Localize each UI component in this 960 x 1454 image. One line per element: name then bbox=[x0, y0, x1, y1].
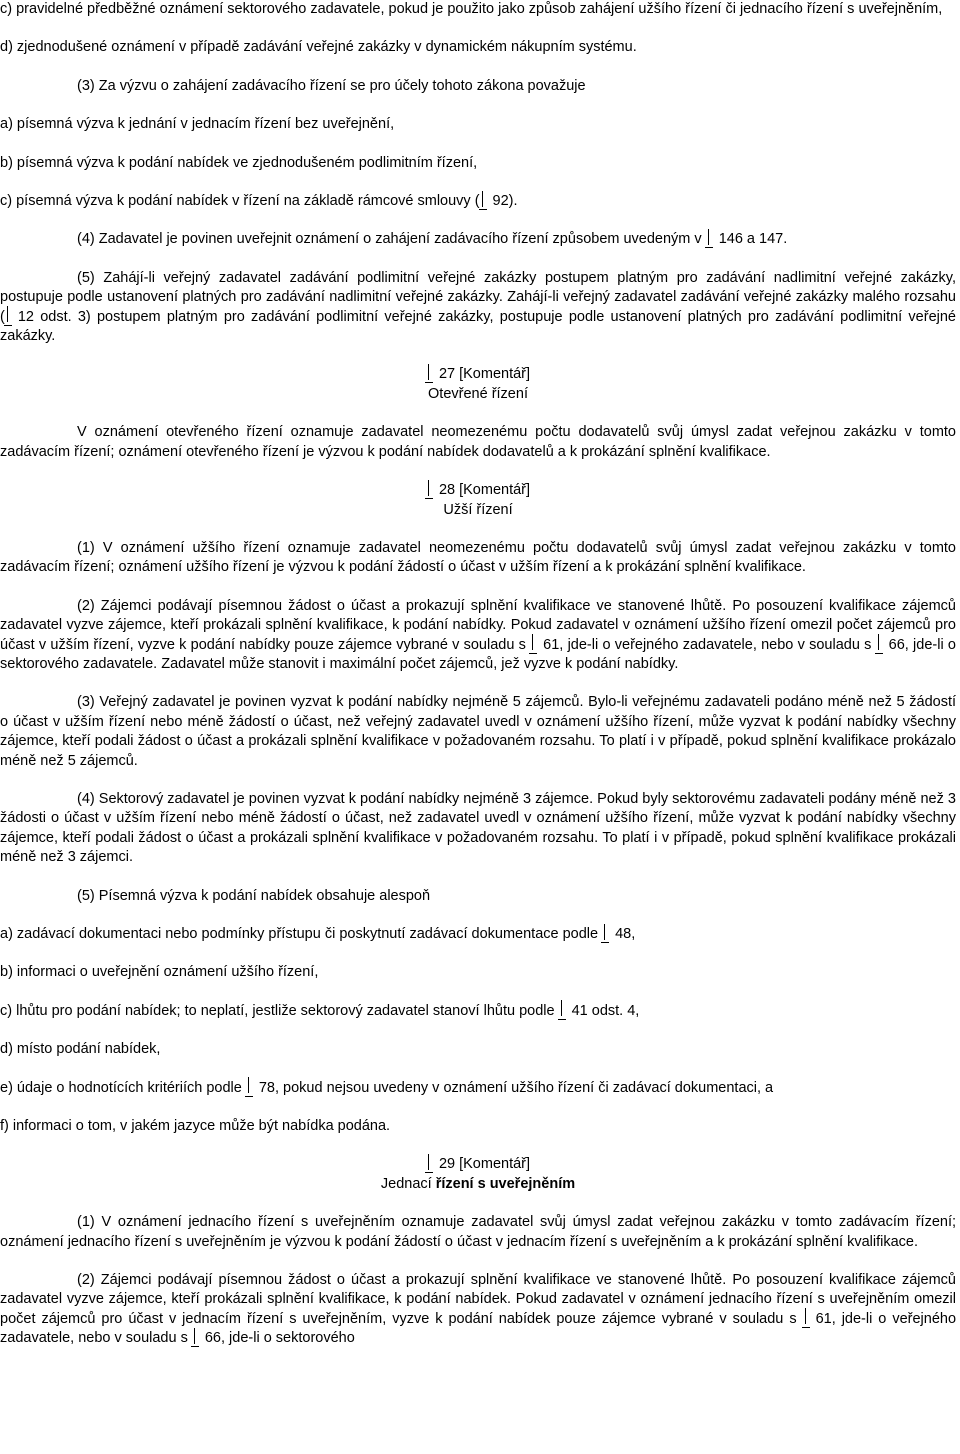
section-29-heading bbox=[0, 1155, 956, 1174]
paragraph-29-1: (1) V oznámení jednacího řízení s uveřejněním oznamuje zadavatel svůj úmysl zadat veřejnou zakázku v tomto zadávacím řízení; oznámení jednacího řízení s uveřejněním je výzvou k podání žádostí o účast v jednacím řízení s uveřejněním a k prokázání splnění kvalifikace. bbox=[0, 1214, 956, 1250]
list-item-f: f) informaci o tom, v jakém jazyce může být nabídka podána. bbox=[0, 1118, 391, 1135]
section-sign-icon bbox=[246, 1079, 253, 1094]
text-run: 61, jde-li o veřejného zadavatele, nebo v souladu s bbox=[0, 1310, 957, 1347]
section-sign-icon bbox=[480, 193, 487, 208]
list-item-b2: b) informaci o uveřejnění oznámení užšího řízení, bbox=[0, 964, 319, 981]
section-number: 29 [Komentář] bbox=[438, 1156, 531, 1173]
spacer bbox=[0, 211, 956, 230]
section-sign-icon bbox=[803, 1310, 810, 1325]
section-sign-icon bbox=[426, 1156, 433, 1171]
paragraph-28-1: (1) V oznámení užšího řízení oznamuje zadavatel neomezenému počtu dodavatelů svůj úmysl zadat veřejnou zakázku v tomto zadávacím řízení; oznámení užšího řízení je výzvou k podání žádostí o účast v užším řízení a k prokázání splnění kvalifikace. bbox=[0, 539, 956, 576]
spacer bbox=[0, 771, 956, 790]
text-run: 66, jde-li o sektorového zadavatele. Zadavatel může stanovit i maximální počet zájemců, jež vyzve k podání nabídky. bbox=[0, 636, 956, 672]
paragraph-29-2 bbox=[0, 1271, 956, 1349]
list-item-d: d) zjednodušené oznámení v případě zadávání veřejné zakázky v dynamickém nákupním systému. bbox=[0, 39, 637, 56]
section-sign-icon bbox=[426, 482, 433, 497]
list-item-d2: d) místo podání nabídek, bbox=[0, 1041, 161, 1058]
spacer bbox=[0, 1252, 956, 1271]
text-run: 92). bbox=[492, 193, 518, 210]
list-item-e bbox=[0, 1079, 956, 1098]
list-item-a2 bbox=[0, 925, 956, 944]
spacer bbox=[0, 462, 956, 481]
paragraph-open-procedure: V oznámení otevřeného řízení oznamuje zadavatel neomezenému počtu dodavatelů svůj úmysl zadat veřejnou zakázku v tomto zadávacím řízení; oznámení otevřeného řízení je výzvou k podání nabídek dodavatelů a k prokázání splnění kvalifikace. bbox=[0, 424, 956, 460]
section-28-title: Užší řízení bbox=[443, 501, 513, 518]
paragraph-28-2 bbox=[0, 597, 956, 675]
text-run: 146 a 147. bbox=[718, 231, 788, 248]
text-run: 61, jde-li o veřejného zadavatele, nebo v souladu s bbox=[543, 636, 872, 653]
spacer bbox=[0, 1194, 956, 1213]
spacer bbox=[0, 674, 956, 693]
paragraph-28-4: (4) Sektorový zadavatel je povinen vyzvat k podání nabídky nejméně 3 zájemce. Pokud byly sektorovému zadavateli podány méně než 3 žádosti o účast v užším řízení nebo méně žádostí o účast, než zadavatel uvedl v oznámení užšího řízení, může vyzvat k podání nabídky všechny zájemce, kteří podali žádost o účast a prokázali splnění kvalifikace v požadovaném rozsahu. To platí i v případě, pokud splnění kvalifikace prokázali méně než 3 zájemci. bbox=[0, 790, 956, 866]
spacer bbox=[0, 1060, 956, 1079]
spacer bbox=[0, 868, 956, 887]
spacer bbox=[0, 58, 956, 77]
spacer bbox=[0, 1098, 956, 1117]
list-item-a: a) písemná výzva k jednání v jednacím řízení bez uveřejnění, bbox=[0, 116, 395, 133]
text-run-bold: řízení s uveřejněním bbox=[435, 1175, 576, 1192]
list-item-b: b) písemná výzva k podání nabídek ve zjednodušeném podlimitním řízení, bbox=[0, 154, 478, 171]
spacer bbox=[0, 346, 956, 365]
section-sign-icon bbox=[530, 636, 537, 651]
spacer bbox=[0, 944, 956, 963]
section-27-heading bbox=[0, 365, 956, 384]
spacer bbox=[0, 906, 956, 925]
section-sign-icon bbox=[559, 1002, 566, 1017]
section-number: 28 [Komentář] bbox=[438, 482, 531, 499]
spacer bbox=[0, 404, 956, 423]
text-run: a) zadávací dokumentaci nebo podmínky přístupu či poskytnutí zadávací dokumentace podle bbox=[0, 926, 599, 942]
paragraph-4 bbox=[0, 230, 956, 249]
section-sign-icon bbox=[602, 926, 609, 941]
spacer bbox=[0, 96, 956, 115]
section-sign-icon bbox=[426, 366, 433, 381]
spacer bbox=[0, 135, 956, 154]
spacer bbox=[0, 250, 956, 269]
spacer bbox=[0, 578, 956, 597]
spacer bbox=[0, 520, 956, 539]
spacer bbox=[0, 173, 956, 192]
paragraph-3: (3) Za výzvu o zahájení zadávacího řízení se pro účely tohoto zákona považuje bbox=[77, 77, 586, 94]
text-run: (4) Zadavatel je povinen uveřejnit oznámení o zahájení zadávacího řízení způsobem uvedeným v bbox=[77, 231, 702, 248]
text-run: e) údaje o hodnotících kritériích podle bbox=[0, 1079, 242, 1096]
section-27-title: Otevřené řízení bbox=[428, 385, 528, 402]
text-run: 12 odst. 3) postupem platným pro zadávání podlimitní veřejné zakázky, postupuje podle ustanovení platných pro zadávání podlimitní veřejné zakázky. bbox=[0, 308, 956, 345]
paragraph-5 bbox=[0, 269, 956, 347]
text-run: c) lhůtu pro podání nabídek; to neplatí, jestliže sektorový zadavatel stanoví lhůtu podle bbox=[0, 1002, 555, 1019]
list-item-c3 bbox=[0, 1002, 956, 1021]
paragraph-28-5: (5) Písemná výzva k podání nabídek obsahuje alespoň bbox=[77, 887, 431, 904]
spacer bbox=[0, 1021, 956, 1040]
spacer bbox=[0, 1136, 956, 1155]
spacer bbox=[0, 19, 956, 38]
text-run: (2) Zájemci podávají písemnou žádost o účast a prokazují splnění kvalifikace ve stanovené lhůtě. Po posouzení kvalifikace zájemců zadavatel vyzve zájemce, kteří prokázali splnění kvalifikace, k podání nabídky. Pokud zadavatel v oznámení užšího řízení omezil počet zájemců pro účast v užším řízení, vyzve k podání nabídky pouze zájemce vybrané v souladu s bbox=[0, 597, 956, 653]
text-run: (5) Zahájí-li veřejný zadavatel zadávání podlimitní veřejné zakázky postupem platným pro zadávání nadlimitní veřejné zakázky, postupuje podle ustanovení platných pro zadávání nadlimitní veřejné zakázky. Zahájí-li veřejný zadavatel zadávání veřejné zakázky malého rozsahu ( bbox=[0, 269, 956, 325]
text-run: 78, pokud nejsou uvedeny v oznámení užšího řízení či zadávací dokumentaci, a bbox=[258, 1079, 774, 1096]
section-number: 27 [Komentář] bbox=[438, 366, 531, 383]
section-29-title bbox=[0, 1175, 956, 1194]
section-sign-icon bbox=[876, 636, 883, 651]
section-sign-icon bbox=[5, 308, 12, 323]
text-run: Jednací bbox=[380, 1175, 432, 1192]
list-item-c2 bbox=[0, 192, 956, 211]
section-28-heading bbox=[0, 481, 956, 500]
text-run: c) písemná výzva k podání nabídek v řízení na základě rámcové smlouvy ( bbox=[0, 193, 480, 210]
paragraph-28-3: (3) Veřejný zadavatel je povinen vyzvat k podání nabídky nejméně 5 zájemců. Bylo-li veřejnému zadavateli podáno méně než 5 žádostí o účast v užším řízení nebo méně žádostí o účast, než veřejný zadavatel uvedl v oznámení užšího řízení, může vyzvat k podání nabídky všechny zájemce, kteří podali žádost o účast a prokázali splnění kvalifikace v požadovaném rozsahu. To platí i v případě, pokud splnění kvalifikace prokázalo méně než 5 zájemců. bbox=[0, 694, 956, 769]
text-run: 66, jde-li o sektorového bbox=[204, 1330, 355, 1347]
list-item-c: c) pravidelné předběžné oznámení sektorového zadavatele, pokud je použito jako způsob zahájení užšího řízení či jednacího řízení s uveřejněním, bbox=[0, 1, 943, 17]
section-sign-icon bbox=[192, 1330, 199, 1345]
spacer bbox=[0, 983, 956, 1002]
text-run: (2) Zájemci podávají písemnou žádost o účast a prokazují splnění kvalifikace ve stanovené lhůtě. Po posouzení kvalifikace zájemců zadavatel vyzve zájemce, kteří prokázali splnění kvalifikace, k podání nabídek. Pokud zadavatel v oznámení jednacího řízení s uveřejněním omezil počet zájemců pro účast v jednacím řízení s uveřejněním, vyzve k podání nabídek pouze zájemce vybrané v souladu s bbox=[0, 1272, 956, 1327]
text-run: 48, bbox=[615, 926, 636, 942]
section-sign-icon bbox=[706, 231, 713, 246]
text-run: 41 odst. 4, bbox=[571, 1002, 640, 1019]
